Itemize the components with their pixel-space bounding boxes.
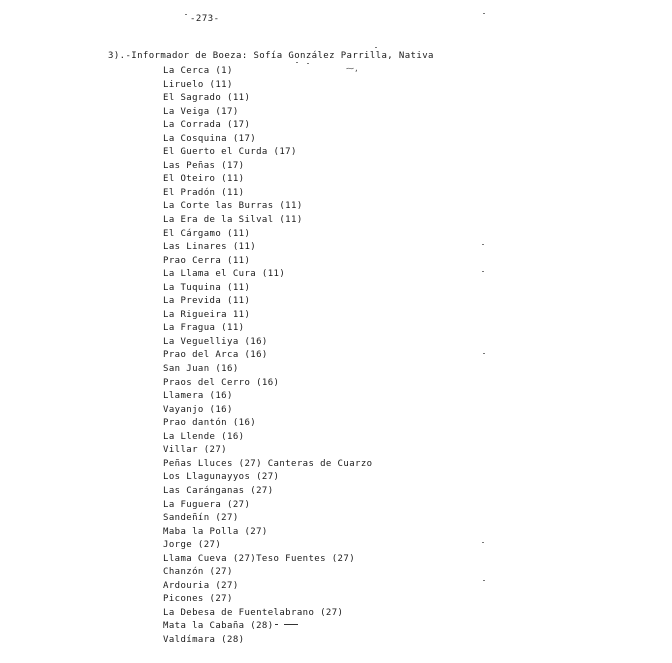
place-name-entry: Praos del Cerro (16) [163, 377, 280, 388]
place-name-entry: La Previda (11) [163, 296, 251, 307]
place-name-entry: Jorge (27) [163, 540, 222, 551]
place-name-entry: Las Peñas (17) [163, 160, 245, 171]
scan-speck [482, 542, 484, 543]
scan-speck [482, 271, 484, 272]
place-name-entry: Prao dantón (16) [163, 418, 257, 429]
place-name-entry: El Guerto el Curda (17) [163, 147, 297, 158]
place-name-entry: San Juan (16) [163, 364, 239, 375]
place-name-entry: Maba la Polla (27) [163, 526, 268, 537]
stray-dash-mark [284, 624, 298, 625]
scan-speck [483, 580, 485, 581]
place-name-entry: La Corrada (17) [163, 120, 251, 131]
scan-speck [185, 14, 187, 15]
place-name-entry: La Llama el Cura (11) [163, 269, 286, 280]
place-name-entry: Vayanjo (16) [163, 404, 233, 415]
place-name-entry: La Corte las Burras (11) [163, 201, 303, 212]
place-name-entry: La Veiga (17) [163, 106, 239, 117]
place-name-entry: Mata la Cabaña (28) [163, 621, 274, 632]
place-name-entry: Llamera (16) [163, 391, 233, 402]
place-name-entry: La Fuguera (27) [163, 499, 251, 510]
place-name-entry: Villar (27) [163, 445, 228, 456]
place-name-entry: La Rigueira 11) [163, 309, 251, 320]
place-name-entry: Peñas Lluces (27) Canteras de Cuarzo [163, 458, 373, 469]
place-name-entry: Llama Cueva (27)Teso Fuentes (27) [163, 553, 356, 564]
scan-speck [296, 62, 298, 63]
place-name-entry: La Debesa de Fuentelabrano (27) [163, 607, 344, 618]
place-name-entry: La Llende (16) [163, 431, 245, 442]
place-name-entry: El Oteiro (11) [163, 174, 245, 185]
place-name-entry: Las Caránganas (27) [163, 485, 274, 496]
place-name-entry: El Cárgamo (11) [163, 228, 251, 239]
place-name-entry: El Sagrado (11) [163, 93, 251, 104]
place-name-entry: Ardouria (27) [163, 580, 239, 591]
place-name-entry: La Cosquina (17) [163, 133, 257, 144]
scan-speck [483, 13, 485, 14]
scan-speck [375, 47, 377, 48]
place-name-entry: La Veguelliya (16) [163, 336, 268, 347]
place-name-entry: Prao Cerra (11) [163, 255, 251, 266]
place-name-entry: Picones (27) [163, 594, 233, 605]
place-name-entry: Liruelo (11) [163, 79, 233, 90]
place-name-entry: Valdímara (28) [163, 634, 245, 645]
scan-speck [483, 353, 485, 354]
place-name-entry: La Fragua (11) [163, 323, 245, 334]
stray-dash-mark [275, 624, 278, 625]
place-name-entry: La Cerca (1) [163, 66, 233, 76]
place-name-entry: Las Linares (11) [163, 242, 257, 253]
scan-speck [482, 244, 484, 245]
place-name-entry: La Tuquina (11) [163, 282, 251, 293]
page-number: -273- [190, 14, 220, 24]
place-name-entry: Chanzón (27) [163, 567, 233, 578]
place-name-entry: Sandeñín (27) [163, 513, 239, 524]
squiggle-mark: ⁓, [346, 64, 359, 73]
place-name-entry: Prao del Arca (16) [163, 350, 268, 361]
place-name-entry: El Pradón (11) [163, 187, 245, 198]
scan-speck [307, 63, 309, 64]
informant-heading: 3).-Informador de Boeza: Sofía González Parrilla, Nativa [108, 51, 434, 61]
place-name-entry: La Era de la Silval (11) [163, 215, 303, 226]
place-name-entry: Los Llagunayyos (27) [163, 472, 280, 483]
place-name-list [163, 65, 372, 648]
